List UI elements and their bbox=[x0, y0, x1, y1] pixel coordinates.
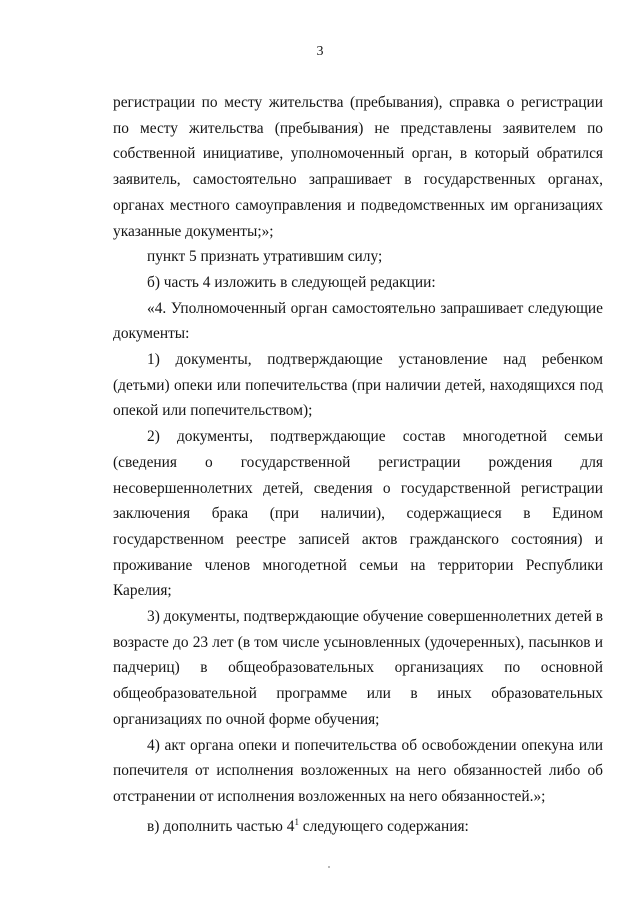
paragraph-part-4-intro: «4. Уполномоченный орган самостоятельно запрашивает следующие документы: bbox=[113, 299, 603, 343]
paragraph-point-5: пункт 5 признать утратившим силу; bbox=[147, 248, 383, 266]
paragraph-continuation: регистрации по месту жительства (пребывания), справка о регистрации по месту жительства (пребывания) не представлены заявителем по собственной инициативе, уполномоченный орган, в который обратился заявитель, самостоятельно запрашивает в государственных органах, органах местного самоуправления и подведомственных им организациях указанные документы;»; bbox=[113, 94, 603, 240]
page-number: 3 bbox=[316, 44, 324, 59]
paragraph-subitem-v bbox=[113, 810, 603, 840]
superscript-index: 1 bbox=[294, 816, 299, 827]
list-item-1: 1) документы, подтверждающие установление над ребенком (детьми) опеки или попечительства (при наличии детей, находящихся под опекой или попечительством); bbox=[113, 351, 603, 420]
list-item-3: 3) документы, подтверждающие обучение совершеннолетних детей в возрасте до 23 лет (в том числе усыновленных (удочеренных), пасынков и падчериц) в общеобразовательных организациях по основной общеобразовательной программе или в иных образовательных организациях по очной форме обучения; bbox=[113, 608, 603, 728]
list-item-4: 4) акт органа опеки и попечительства об освобождении опекуна или попечителя от исполнения возложенных на него обязанностей либо об отстранении от исполнения возложенных на него обязанностей.»; bbox=[113, 736, 603, 805]
paragraph-subitem-b: б) часть 4 изложить в следующей редакции: bbox=[147, 273, 436, 291]
subitem-v-text: в) дополнить частью 4 bbox=[147, 817, 295, 835]
subitem-v-text-end: следующего содержания: bbox=[298, 817, 469, 835]
document-body bbox=[113, 90, 603, 840]
list-item-2: 2) документы, подтверждающие состав многодетной семьи (сведения о государственной регистрации рождения для несовершеннолетних детей, сведения о государственной регистрации заключения брака (при наличии), содержащиеся в Едином государственном реестре записей актов гражданского состояния) и проживание членов многодетной семьи на территории Республики Карелия; bbox=[113, 428, 603, 600]
scan-mark bbox=[328, 866, 330, 868]
